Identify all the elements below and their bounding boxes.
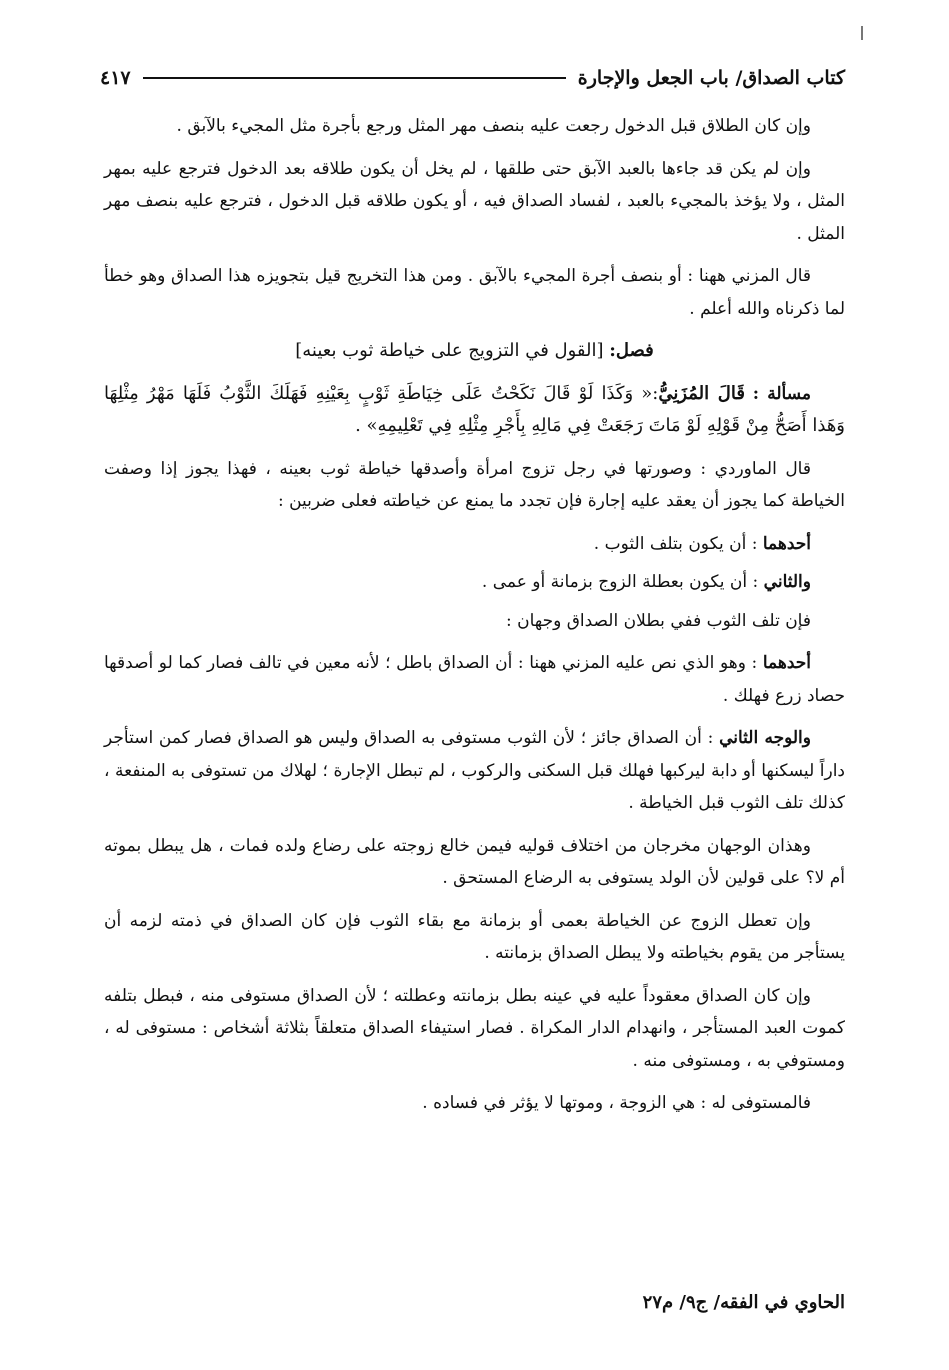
masala-speaker: قَالَ المُزَنِيُّ bbox=[658, 382, 745, 404]
paragraph-7-label: والوجه الثاني bbox=[719, 728, 811, 748]
paragraph-2: وإن لم يكن قد جاءها بالعبد الآبق حتى طلقها ، لم يخل أن يكون طلاقه بعد الدخول فترجع عليه بمهر المثل ، ولا يؤخذ بالمجيء بالعبد ، لفساد الصداق فيه ، أو يكون طلاقه قبل الدخول ، فترجع عليه بنصف مهر المثل . bbox=[104, 158, 845, 244]
page-footer: الحاوي في الفقه/ ج٩/ م٢٧ bbox=[642, 1292, 845, 1313]
header-title: كتاب الصداق/ باب الجعل والإجارة bbox=[577, 67, 845, 89]
list-item-1 bbox=[104, 528, 845, 561]
section-heading-text: [القول في التزويج على خياطة ثوب بعينه] bbox=[295, 340, 604, 361]
page-body bbox=[104, 110, 845, 1130]
list-item-2-text: : أن يكون بعطلة الزوج بزمانة أو عمى . bbox=[481, 572, 759, 592]
paragraph-6-text: : وهو الذي نص عليه المزني ههنا : أن الصداق باطل ؛ لأنه معين في تالف فصار كما لو أصدقها حصاد زرع فهلك . bbox=[104, 653, 845, 706]
masala-quote: :« وَكَذَا لَوْ قَالَ نَكَحْتُ عَلَى خِيَاطَةِ ثَوْبٍ بِعَيْنِهِ فَهَلَكَ الثَّوْبُ فَلَهَا مَهْرُ مِثْلِهَا وَهَذا أَصَحُّ مِنْ قَوْلِهِ لَوْ مَاتَ رَجَعَتْ فِي مَالِهِ بِأَجْرِ مِثْلِهِ فِي تَعْلِيمِهِ» . bbox=[104, 382, 845, 436]
list-item-1-text: : أن يكون بتلف الثوب . bbox=[593, 533, 758, 554]
list-item-1-label: أحدهما bbox=[762, 533, 811, 554]
section-heading bbox=[104, 335, 845, 368]
masala-paragraph bbox=[104, 378, 845, 443]
page-number: ٤١٧ bbox=[100, 67, 131, 89]
paragraph-7-text: : أن الصداق جائز ؛ لأن الثوب مستوفى به الصداق وليس هو الصداق فصار كمن استأجر داراً ليسكنها أو دابة ليركبها فهلك قبل السكنى والركوب ، لم تبطل الإجارة ؛ لهلاك من تستوفى به المنفعة ، كذلك تلف الثوب قبل الخياطة . bbox=[104, 728, 845, 813]
paragraph-6-label: أحدهما bbox=[762, 653, 811, 673]
paragraph-4: قال الماوردي : وصورتها في رجل تزوج امرأة وأصدقها خياطة ثوب بعينه ، فهذا يجوز إذا وصفت الخياطة كما يجوز أن يعقد عليه إجارة فإن تجدد ما يمنع عن خياطته فعلى ضربين : bbox=[104, 458, 845, 511]
paragraph-6 bbox=[104, 647, 845, 712]
paragraph-7 bbox=[104, 722, 845, 820]
paragraph-10: وإن كان الصداق معقوداً عليه في عينه بطل بزمانته وعطلته ؛ لأن الصداق مستوفى منه ، فبطل بتلفه كموت العبد المستأجر ، وانهدام الدار المكراة . فصار استيفاء الصداق متعلقاً بثلاثة أشخاص : مستوفى له ، ومستوفي به ، ومستوفى منه . bbox=[104, 985, 845, 1071]
paragraph-8: وهذان الوجهان مخرجان من اختلاف قوليه فيمن خالع زوجته على رضاع ولده فمات ، هل يبطل بموته أم لا؟ على قولين لأن الولد يستوفى به الرضاع المستحق . bbox=[104, 835, 845, 888]
paragraph-11: فالمستوفى له : هي الزوجة ، وموتها لا يؤثر في فساده . bbox=[422, 1093, 811, 1113]
masala-label: مسألة : bbox=[752, 383, 811, 404]
scan-mark bbox=[861, 26, 863, 40]
paragraph-9: وإن تعطل الزوج عن الخياطة بعمى أو بزمانة مع بقاء الثوب فإن كان الصداق في ذمته لزمه أن يستأجر من يقوم بخياطته ولا يبطل الصداق بزمانته . bbox=[104, 910, 845, 963]
running-header bbox=[100, 62, 845, 94]
list-item-2-label: والثاني bbox=[763, 572, 811, 592]
paragraph-5: فإن تلف الثوب ففي بطلان الصداق وجهان : bbox=[505, 610, 811, 631]
header-rule bbox=[143, 77, 566, 79]
list-item-2 bbox=[104, 566, 845, 599]
section-heading-label: فصل: bbox=[609, 340, 654, 361]
paragraph-3: قال المزني ههنا : أو بنصف أجرة المجيء بالآبق . ومن هذا التخريج قيل بتجويزه هذا الصداق وهو خطأ لما ذكرناه والله أعلم . bbox=[104, 266, 845, 319]
paragraph-1: وإن كان الطلاق قبل الدخول رجعت عليه بنصف مهر المثل ورجع بأجرة مثل المجيء بالآبق . bbox=[176, 116, 811, 136]
